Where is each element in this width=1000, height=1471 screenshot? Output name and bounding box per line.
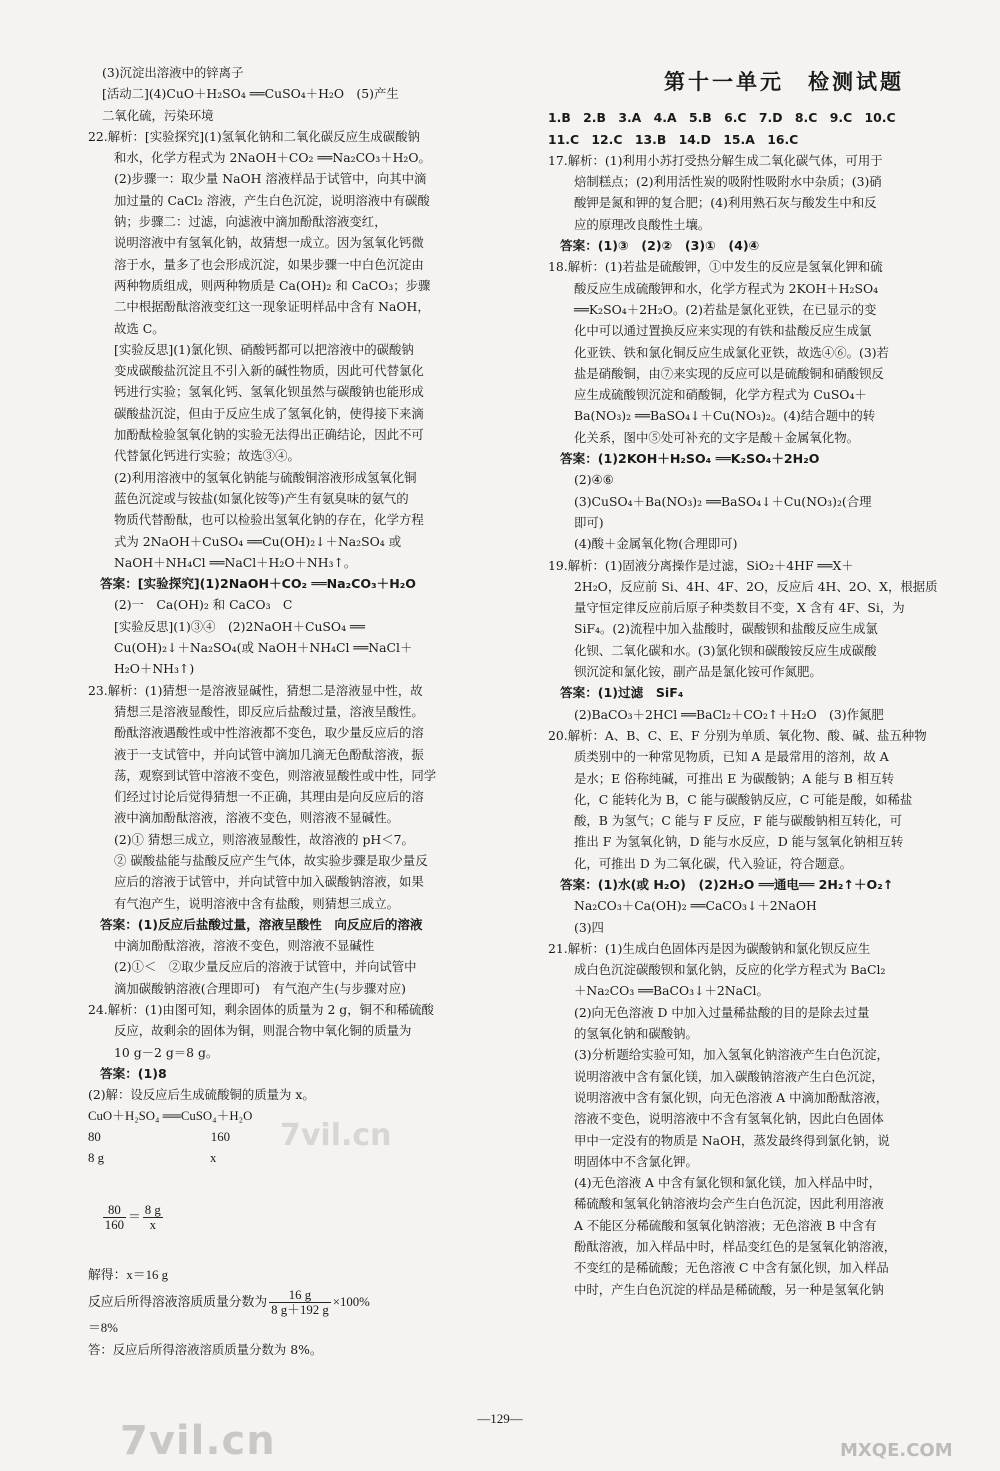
- text-line: 1.B 2.B 3.A 4.A 5.B 6.C 7.D 8.C 9.C 10.C: [548, 110, 896, 126]
- fraction-1: [103, 1203, 126, 1232]
- text-line: 化亚铁、铁和氯化铜反应生成氯化亚铁，故选④⑥。(3)若: [574, 344, 889, 360]
- text-line: 酸，B 为氢气；C 能与 F 反应，F 能与碳酸钠相互转化，可: [574, 813, 903, 829]
- text-line: 溶液不变色，说明溶液中不含有氢氧化钠，因此白色固体: [574, 1111, 884, 1127]
- text-line: Cu(OH)₂↓＋Na₂SO₄(或 NaOH＋NH₄Cl ══NaCl＋: [114, 640, 413, 656]
- fraction-2-top: 8 g: [144, 1203, 161, 1218]
- text-line: 说明溶液中含有氯化钡，向无色溶液 A 中滴加酚酞溶液，: [574, 1089, 889, 1105]
- text-line: NaOH＋NH₄Cl ══NaCl＋H₂O＋NH₃↑。: [114, 554, 357, 570]
- unit-title: 第十一单元 检测试题: [664, 70, 904, 94]
- fraction-3-top: 16 g: [269, 1288, 331, 1303]
- text-line: 酚酞溶液遇酸性或中性溶液都不变色，取少量反应后的溶: [114, 725, 424, 741]
- watermark-middle: 7vil.cn: [280, 1118, 392, 1153]
- text-line: 21.解析：(1)生成白色固体丙是因为碳酸钠和氯化钡反应生: [548, 940, 871, 956]
- text-line: 11.C 12.C 13.B 14.D 15.A 16.C: [548, 131, 799, 147]
- text-line: 答案：[实验探究](1)2NaOH＋CO₂ ══Na₂CO₃＋H₂O: [100, 576, 416, 592]
- text-line: 荡，观察到试管中溶液不变色，则溶液显酸性或中性，同学: [114, 767, 437, 783]
- text-line: 是水；E 俗称纯碱，可推出 E 为碳酸钠；A 能与 B 相互转: [574, 770, 894, 786]
- calc-percentage-label: 反应后所得溶液溶质质量分数为: [88, 1294, 268, 1309]
- text-line: 量守恒定律反应前后原子种类数目不变，X 含有 4F、Si，为: [574, 600, 905, 616]
- text-line: 液中滴加酚酞溶液，溶液不变色，则溶液不显碱性。: [114, 810, 399, 826]
- text-line: 和水，化学方程式为 2NaOH＋CO₂ ══Na₂CO₃＋H₂O。: [114, 150, 431, 166]
- text-line: 代替氯化钙进行实验；故选③④。: [114, 448, 300, 464]
- text-line: 应的原理改良酸性土壤。: [574, 216, 711, 232]
- calc-result: 解得：x＝16 g: [88, 1267, 168, 1282]
- text-line: 碳酸盐沉淀，但由于反应生成了氢氧化钠，使得接下来滴: [114, 405, 424, 421]
- right-column-body: [548, 107, 980, 1300]
- text-line: 二氧化硫，污染环境: [102, 107, 214, 123]
- text-line: (3)四: [574, 919, 604, 935]
- text-line: 猜想三是溶液显酸性，即反应后盐酸过量，溶液呈酸性。: [114, 703, 424, 719]
- text-line: 有气泡产生，说明溶液中含有盐酸，则猜想三成立。: [114, 895, 399, 911]
- text-line: (2)利用溶液中的氢氧化钠能与硫酸铜溶液形成氢氧化铜: [114, 469, 417, 485]
- text-line: 稀硫酸和氢氧化钠溶液均会产生白色沉淀，因此利用溶液: [574, 1196, 884, 1212]
- text-line: 化，可推出 D 为二氧化碳，代入验证，符合题意。: [574, 855, 853, 871]
- text-line: 的氢氧化钠和碳酸钠。: [574, 1026, 698, 1042]
- text-line: 变成碳酸盐沉淀且不引入新的碱性物质，因此可代替氯化: [114, 363, 424, 379]
- text-line: Na₂CO₃＋Ca(OH)₂ ══CaCO₃↓＋2NaOH: [574, 898, 817, 914]
- text-line: [实验反思](1)氯化钡、硝酸钙都可以把溶液中的碳酸钠: [114, 341, 414, 357]
- text-line: (4)酸＋金属氧化物(合理即可): [574, 536, 738, 552]
- text-line: 钙进行实验；氢氧化钙、氢氧化钡虽然与碳酸钠也能形成: [114, 384, 424, 400]
- text-line: 中滴加酚酞溶液，溶液不变色，则溶液不显碱性: [114, 938, 375, 954]
- calc-given-a: 8 g: [88, 1150, 104, 1165]
- text-line: 说明溶液中含有氯化镁，加入碳酸钠溶液产生白色沉淀，: [574, 1068, 884, 1084]
- text-line: 22.解析：[实验探究](1)氢氧化钠和二氧化碳反应生成碳酸钠: [88, 128, 420, 144]
- text-line: (3)沉淀出溶液中的锌离子: [102, 65, 244, 80]
- fraction-3-bottom: 8 g＋192 g: [271, 1303, 329, 1318]
- page-number: —129—: [477, 1411, 523, 1426]
- text-line: 二中根据酚酞溶液变红这一现象证明样品中含有 NaOH，: [114, 299, 430, 315]
- text-line: 物质代替酚酞，也可以检验出氢氧化钠的存在，化学方程: [114, 512, 424, 528]
- text-line: ＋Na₂CO₃ ══BaCO₃↓＋2NaCl。: [574, 983, 769, 999]
- text-line: 23.解析：(1)猜想一是溶液显碱性，猜想二是溶液显中性，故: [88, 682, 423, 698]
- text-line: ② 碳酸盐能与盐酸反应产生气体，故实验步骤是取少量反: [114, 852, 428, 868]
- text-line: 明固体中不含氯化钾。: [574, 1153, 698, 1169]
- text-line: 酚酞溶液，加入样品中时，样品变红色的是氢氧化钠溶液，: [574, 1239, 897, 1255]
- text-line: ══K₂SO₄＋2H₂O。(2)若盐是氯化亚铁，在已显示的变: [574, 301, 877, 317]
- text-line: 成白色沉淀碳酸钡和氯化钠，反应的化学方程式为 BaCl₂: [574, 962, 886, 978]
- calc-mass-a: 80: [88, 1129, 101, 1144]
- text-line: (2)④⑥: [574, 472, 614, 488]
- text-line: 反应，故剩余的固体为铜，则混合物中氧化铜的质量为: [114, 1023, 412, 1039]
- text-line: (2)步骤一：取少量 NaOH 溶液样品于试管中，向其中滴: [114, 171, 427, 187]
- text-line: A 不能区分稀硫酸和氢氧化钠溶液；无色溶液 B 中含有: [574, 1217, 877, 1233]
- text-line: H₂O＋NH₃↑): [114, 661, 195, 677]
- left-column: [88, 62, 528, 1360]
- watermark-bottom-left: 7vil.cn: [120, 1418, 276, 1464]
- text-line: 酸钾是氮和钾的复合肥；(4)利用熟石灰与酸发生中和反: [574, 195, 877, 211]
- text-line: 答案：(1)2KOH＋H₂SO₄ ══K₂SO₄＋2H₂O: [560, 451, 820, 467]
- calc-proportion: $\frac{80}{160}$ ＝ $\frac{8 g}{x}$: [104, 1203, 161, 1233]
- fraction-2: [143, 1203, 163, 1232]
- text-line: 20.解析：A、B、C、E、F 分别为单质、氧化物、酸、碱、盐五种物: [548, 727, 927, 743]
- text-line: 应生成硫酸钡沉淀和硝酸铜，化学方程式为 CuSO₄＋: [574, 387, 867, 403]
- text-line: 蓝色沉淀或与铵盐(如氯化铵等)产生有氨臭味的氨气的: [114, 490, 409, 506]
- text-line: 答案：(1)③ (2)② (3)① (4)④: [560, 238, 760, 254]
- text-line: Ba(NO₃)₂ ══BaSO₄↓＋Cu(NO₃)₂。(4)结合题中的转: [574, 408, 876, 424]
- calc-mass-b: 160: [210, 1129, 230, 1144]
- text-line: 19.解析：(1)固液分离操作是过滤，SiO₂＋4HF ══X＋: [548, 557, 854, 573]
- calc-percentage: [88, 1286, 528, 1318]
- calc-percentage-factor: ×100%: [332, 1294, 370, 1309]
- watermark-bottom-right: MXQE.COM: [840, 1440, 953, 1461]
- fraction-3: [269, 1288, 331, 1317]
- text-line: 钡沉淀和氯化铵，副产品是氯化铵可作氮肥。: [574, 664, 822, 680]
- text-line: (2)向无色溶液 D 中加入过量稀盐酸的目的是除去过量: [574, 1004, 870, 1020]
- text-line: (2)BaCO₃＋2HCl ══BaCl₂＋CO₂↑＋H₂O (3)作氮肥: [574, 706, 884, 722]
- text-line: 应后的溶液于试管中，并向试管中加入碳酸钠溶液，如果: [114, 874, 424, 890]
- text-line: 滴加碳酸钠溶液(合理即可) 有气泡产生(与步骤对应): [114, 980, 406, 996]
- text-line: 液于一支试管中，并向试管中滴加几滴无色酚酞溶液，振: [114, 746, 424, 762]
- calc-given-b: x: [210, 1150, 217, 1165]
- text-line: 化钡、二氧化碳和水。(3)氯化钡和碳酸铵反应生成碳酸: [574, 642, 877, 658]
- text-line: 24.解析：(1)由图可知，剩余固体的质量为 2 g，铜不和稀硫酸: [88, 1002, 434, 1018]
- fraction-2-bottom: x: [149, 1218, 156, 1233]
- text-line: (2)① 猜想三成立，则溶液显酸性，故溶液的 pH＜7。: [114, 831, 414, 847]
- fraction-1-bottom: 160: [104, 1218, 124, 1233]
- text-line: (3)CuSO₄＋Ba(NO₃)₂ ══BaSO₄↓＋Cu(NO₃)₂(合理: [574, 493, 872, 509]
- text-line: 加酚酞检验氢氧化钠的实验无法得出正确结论，因此不可: [114, 427, 424, 443]
- text-line: 化关系，图中⑤处可补充的文字是酸＋金属氧化物。: [574, 429, 859, 445]
- text-line: (4)无色溶液 A 中含有氯化钡和氯化镁，加入样品中时，: [574, 1175, 881, 1191]
- text-line: (2)一 Ca(OH)₂ 和 CaCO₃ C: [114, 597, 293, 613]
- text-line: 焙制糕点；(2)利用活性炭的吸附性吸附水中杂质；(3)硝: [574, 174, 882, 190]
- text-line: 说明溶液中有氢氧化钠，故猜想一成立。因为氢氧化钙微: [114, 235, 424, 251]
- text-line: 不变红的是稀硫酸；无色溶液 C 中含有氯化钡，加入样品: [574, 1260, 889, 1276]
- text-line: (3)分析题给实验可知，加入氢氧化钠溶液产生白色沉淀，: [574, 1047, 889, 1063]
- text-line: 推出 F 为氢氧化钠，D 能与水反应，D 能与氢氧化钠相互转: [574, 834, 904, 850]
- text-line: 答案：(1)8: [100, 1065, 167, 1081]
- text-line: 2H₂O，反应前 Si、4H、4F、2O，反应后 4H、2O、X，根据质: [574, 578, 938, 594]
- text-line: 答案：(1)过滤 SiF₄: [560, 685, 684, 701]
- calc-answer: 答：反应后所得溶液溶质质量分数为 8%。: [88, 1341, 323, 1357]
- text-line: 化，C 能转化为 B，C 能与碳酸钠反应，C 可能是酸，如稀盐: [574, 791, 913, 807]
- text-line: 故选 C。: [114, 320, 165, 336]
- text-line: 质类别中的一种常见物质，已知 A 是最常用的溶剂，故 A: [574, 749, 889, 765]
- text-line: 18.解析：(1)若盐是硫酸钾，①中发生的反应是氢氧化钾和硫: [548, 259, 883, 275]
- text-line: 中时，产生白色沉淀的样品是稀硫酸，另一种是氢氧化钠: [574, 1281, 884, 1297]
- text-line: [活动二](4)CuO＋H₂SO₄ ══CuSO₄＋H₂O (5)产生: [102, 86, 399, 102]
- text-line: SiF₄。(2)流程中加入盐酸时，碳酸钡和盐酸反应生成氯: [574, 621, 878, 637]
- text-line: (2)①＜ ②取少量反应后的溶液于试管中，并向试管中: [114, 959, 417, 975]
- text-line: 酸反应生成硫酸钾和水，化学方程式为 2KOH＋H₂SO₄: [574, 280, 879, 296]
- text-line: 甲中一定没有的物质是 NaOH，蒸发最终得到氯化钠，说: [574, 1132, 890, 1148]
- text-line: 钠；步骤二：过滤，向滤液中滴加酚酞溶液变红，: [114, 214, 387, 230]
- text-line: 式为 2NaOH＋CuSO₄ ══Cu(OH)₂↓＋Na₂SO₄ 或: [114, 533, 402, 549]
- text-line: 10 g－2 g＝8 g。: [114, 1044, 219, 1060]
- text-line: 17.解析：(1)利用小苏打受热分解生成二氧化碳气体，可用于: [548, 152, 883, 168]
- text-line: 化中可以通过置换反应来实现的有铁和盐酸反应生成氯: [574, 323, 872, 339]
- calc-setup: (2)解：设反应后生成硫酸铜的质量为 x。: [88, 1087, 315, 1103]
- calc-equation: CuO＋H₂SO₄ ══CuSO₄＋H₂O: [88, 1108, 253, 1123]
- text-line: [实验反思](1)③④ (2)2NaOH＋CuSO₄ ══: [114, 618, 365, 634]
- text-line: 盐是硝酸铜，由⑦来实现的反应可以是硫酸铜和硝酸钡反: [574, 365, 884, 381]
- right-column: [548, 62, 980, 1300]
- text-line: 即可): [574, 514, 604, 530]
- text-line: 加过量的 CaCl₂ 溶液，产生白色沉淀，说明溶液中有碳酸: [114, 192, 430, 208]
- text-line: 答案：(1)水(或 H₂O) (2)2H₂O ══通电══ 2H₂↑＋O₂↑: [560, 876, 894, 892]
- text-line: 们经过讨论后觉得猜想一不正确，其理由是向反应后的溶: [114, 789, 424, 805]
- text-line: 两种物质组成，则两种物质是 Ca(OH)₂ 和 CaCO₃；步骤: [114, 277, 431, 293]
- text-line: 答案：(1)反应后盐酸过量，溶液呈酸性 向反应后的溶液: [100, 916, 423, 932]
- fraction-1-top: 80: [103, 1203, 126, 1218]
- calc-percentage-result: ＝8%: [88, 1320, 118, 1335]
- text-line: 溶于水，量多了也会形成沉淀，如果步骤一中白色沉淀由: [114, 256, 424, 272]
